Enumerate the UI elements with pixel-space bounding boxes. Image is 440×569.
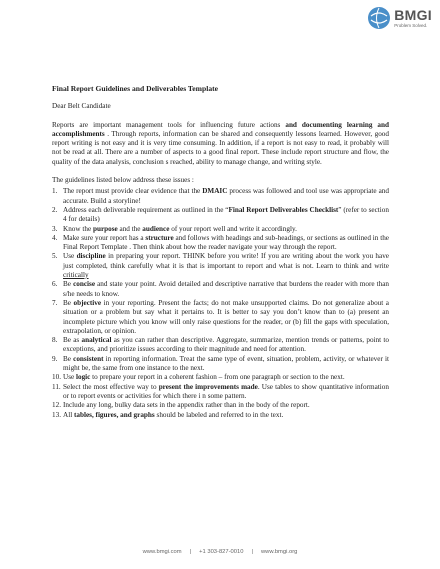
bmgi-logo (368, 7, 432, 29)
list-item: 11. Select the most effective way to present the improvements made. Use tables to show quantitative information or to report events or activities for which there i n some pattern. (52, 382, 389, 400)
logo-tagline: Problem Solved. (394, 22, 428, 28)
footer-website-org[interactable]: www.bmgi.org (260, 549, 298, 555)
footer-website[interactable]: www.bmgi.com (142, 549, 182, 555)
list-item: 6. Be concise and state your point. Avoid detailed and descriptive narrative that burdens the reader with more than s/he needs to know. (52, 280, 389, 298)
list-item: 8. Be as analytical as you can rather than descriptive. Aggregate, summarize, mention trends or patterns, point to exceptions, and prioritize issues according to their magnitude and need for attention. (52, 336, 389, 354)
logo-name: BMGI (394, 6, 432, 23)
list-item: 4. Make sure your report has a structure and follows with headings and sub-headings, or sections as outlined in the Final Report Template . Then think about how the reader navigate your way through the report. (52, 233, 389, 252)
document-body (52, 84, 389, 420)
globe-icon (368, 7, 390, 29)
list-item: 1. The report must provide clear evidence that the DMAIC process was followed and tool use was appropriate and accurate. Build a storyline! (52, 187, 389, 205)
list-item: 2. Address each deliverable requirement as outlined in the “Final Report Deliverables Checklist” (refer to section 4 for details) (52, 205, 389, 224)
footer-phone: +1 303-827-0010 (199, 549, 244, 555)
list-item: 5. Use discipline in preparing your report. THINK before you write! If you are writing about the work you have just completed, think carefully what it is that is important to report and what is not. Learn to think and write critically (52, 252, 389, 280)
list-item: 7. Be objective in your reporting. Present the facts; do not make unsupported claims. Do not generalize about a situation or a problem but say what it pertains to. It is better to say you don’t know than to (a) present an incomplete picture which you know will only raise questions for the reader, or (b) fill the gaps with speculation, extrapolation, or opinion. (52, 298, 389, 335)
page-footer: www.bmgi.com | +1 303-827-0010 | www.bmgi.org (142, 549, 298, 555)
salutation: Dear Belt Candidate (52, 102, 111, 111)
guidelines-lead: The guidelines listed below address these issues : (52, 176, 194, 185)
list-item: 12. Include any long, bulky data sets in the appendix rather than in the body of the report. (52, 401, 310, 410)
list-item: 13. All tables, figures, and graphs should be labeled and referred to in the text. (52, 410, 284, 419)
list-item: 10. Use logic to prepare your report in a coherent fashion – from one paragraph or section to the next. (52, 373, 345, 382)
document-title: Final Report Guidelines and Deliverables Template (52, 84, 219, 93)
guidelines-list (52, 187, 389, 419)
intro-paragraph: Reports are important management tools for influencing future actions and documenting learning and accomplishments . Through reports, information can be shared and consequently lessons learned. However, good report writing is not easy and it is very time consuming. In addition, if a report is not easy to read, it probably will not be read at all. There are a number of aspects to a good final report. These include report structure and flow, the quality of the data analysis, conclusion s reached, ability to manage change, and writing style. (52, 120, 389, 166)
list-item: 9. Be consistent in reporting information. Treat the same type of event, situation, problem, activity, or whatever it might be, the same from one instance to the next. (52, 354, 389, 373)
list-item: 3. Know the purpose and the audience of your report well and write it accordingly. (52, 224, 297, 233)
